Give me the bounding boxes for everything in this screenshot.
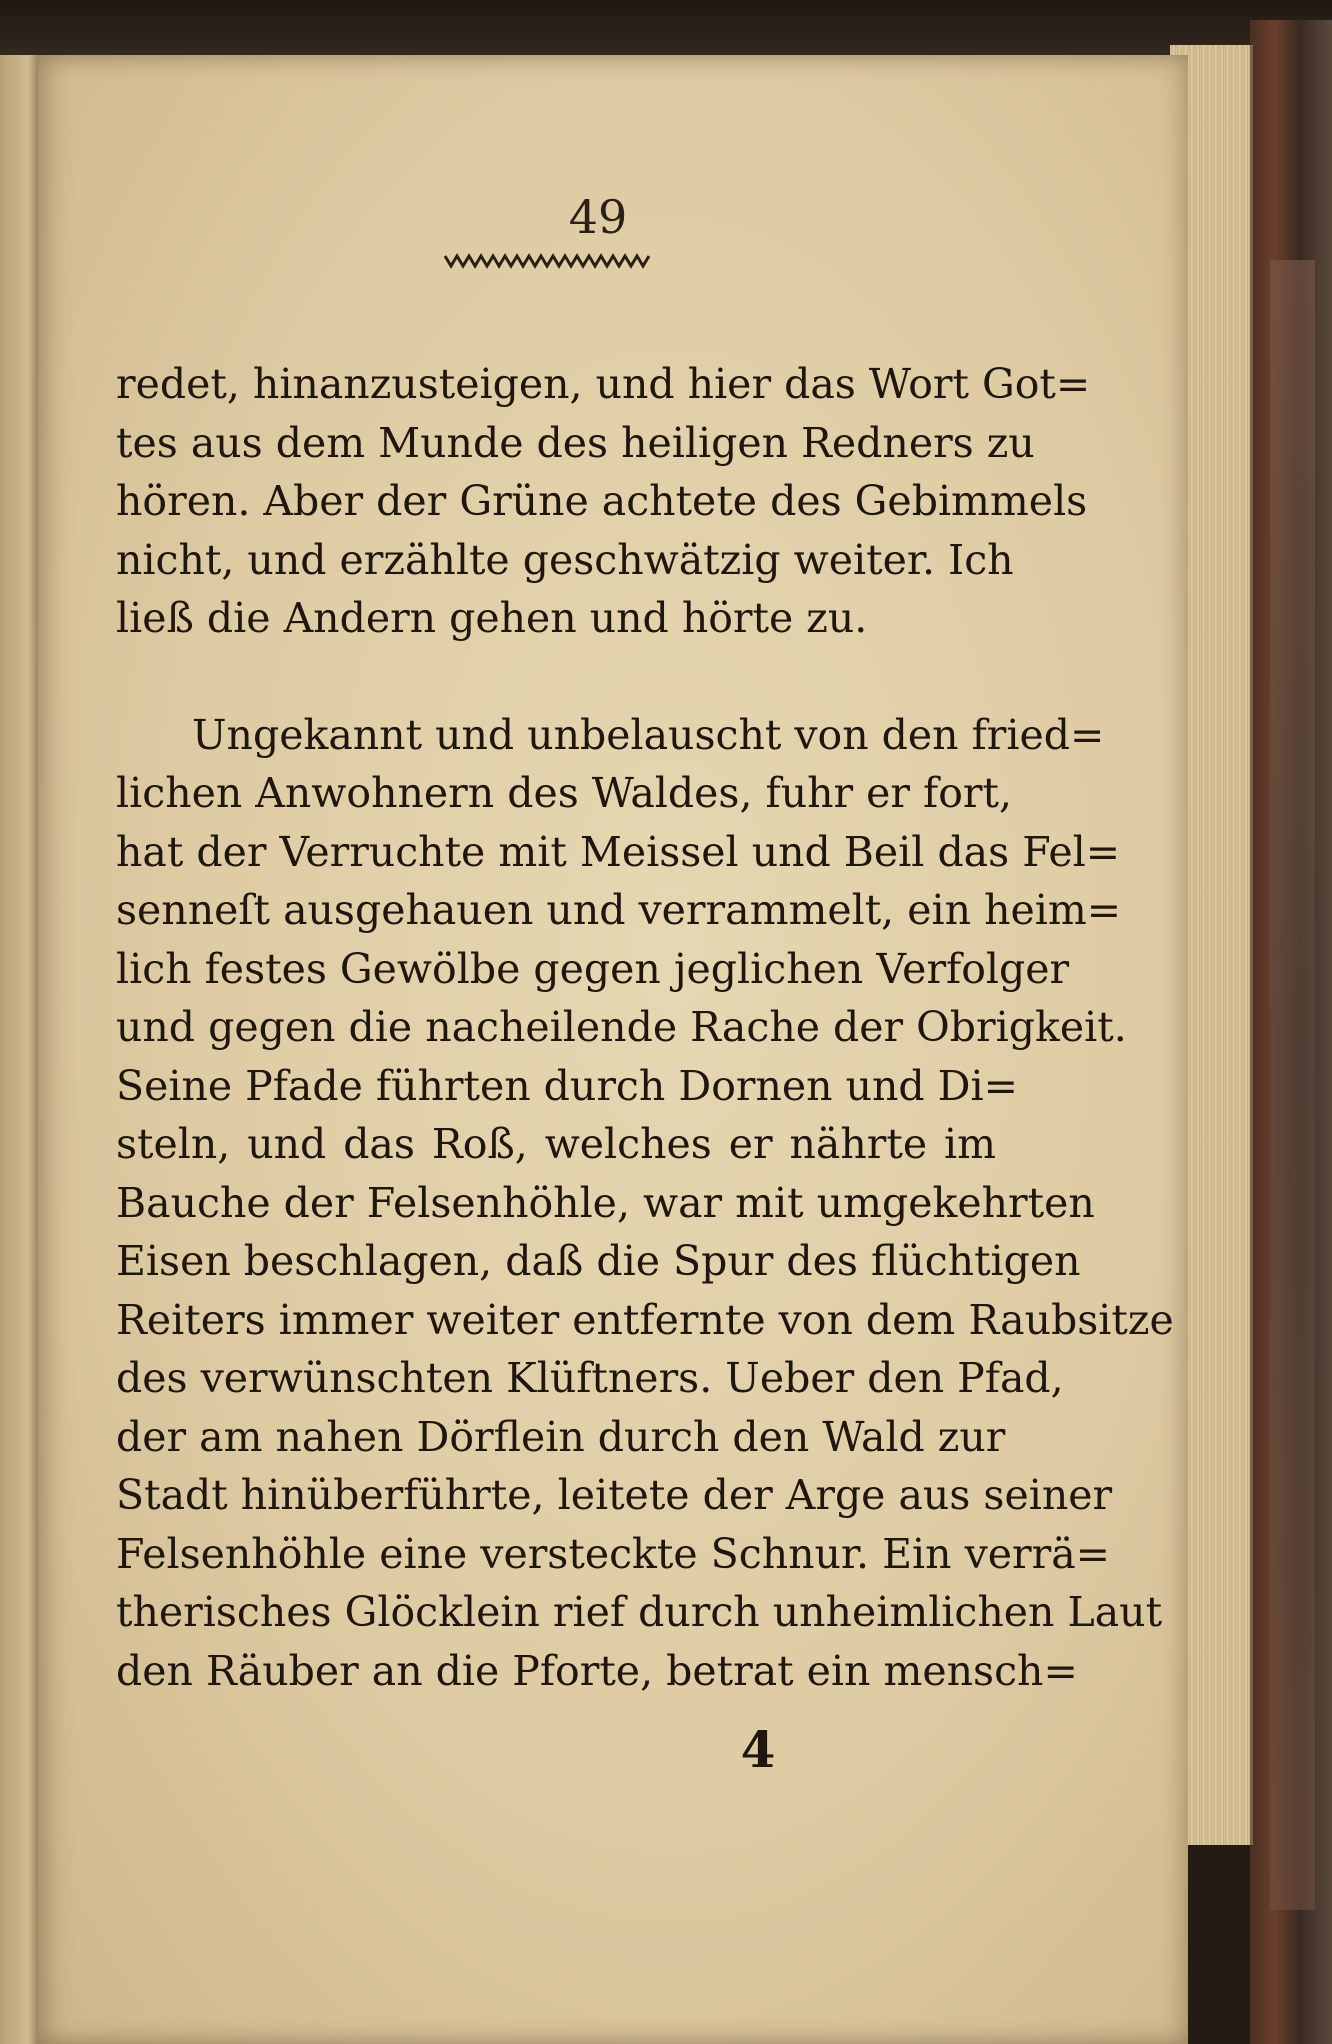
page-number: 49 — [568, 190, 628, 244]
text-line: Felsenhöhle eine versteckte Schnur. Ein verrä= — [116, 1529, 1110, 1578]
body-text — [116, 355, 1174, 1700]
text-line: lich festes Gewölbe gegen jeglichen Verfolger — [116, 944, 1070, 993]
previous-page-edge — [0, 55, 40, 2044]
text-line: steln, und das Roß, welches er nährte im — [116, 1120, 996, 1168]
text-line: ließ die Andern gehen und hörte zu. — [116, 594, 868, 642]
paragraph-gap — [116, 648, 996, 706]
text-line: therisches Glöcklein rief durch unheimlichen Laut — [116, 1588, 1163, 1636]
text-line: redet, hinanzusteigen, und hier das Wort Got= — [116, 360, 1091, 408]
text-line: und gegen die nacheilende Rache der Obrigkeit. — [116, 1003, 1127, 1051]
text-line: hören. Aber der Grüne achtete des Gebimmels — [116, 477, 1088, 525]
text-line: Eisen beschlagen, daß die Spur des flüchtigen — [116, 1237, 1081, 1285]
text-line: hat der Verruchte mit Meissel und Beil das Fel= — [116, 827, 1121, 876]
wavy-ornament-rule — [443, 250, 653, 272]
book-page — [38, 55, 1188, 2044]
text-line: lichen Anwohnern des Waldes, fuhr er fort, — [116, 769, 1013, 817]
text-line: Seine Pfade führten durch Dornen und Di= — [116, 1061, 1019, 1110]
text-line: des verwünschten Klüftners. Ueber den Pfad, — [116, 1354, 1064, 1402]
text-line: nicht, und erzählte geschwätzig weiter. Ich — [116, 535, 1014, 584]
text-line: Ungekannt und unbelauscht von den fried= — [192, 710, 1105, 759]
text-line: Stadt hinüberführte, leitete der Arge aus seiner — [116, 1471, 1113, 1519]
text-line: Bauche der Felsenhöhle, war mit umgekehrten — [116, 1178, 1095, 1227]
text-line: den Räuber an die Pforte, betrat ein mensch= — [116, 1646, 1078, 1695]
text-line: Reiters immer weiter entfernte von dem Raubsitze — [116, 1295, 1174, 1344]
book-cover-right — [1250, 20, 1332, 2044]
text-line: senneſt ausgehauen und verrammelt, ein heim= — [116, 886, 1122, 934]
text-line: der am nahen Dörflein durch den Wald zur — [116, 1412, 1006, 1461]
text-line: tes aus dem Munde des heiligen Redners zu — [116, 418, 1035, 467]
signature-mark: 4 — [740, 1720, 776, 1779]
